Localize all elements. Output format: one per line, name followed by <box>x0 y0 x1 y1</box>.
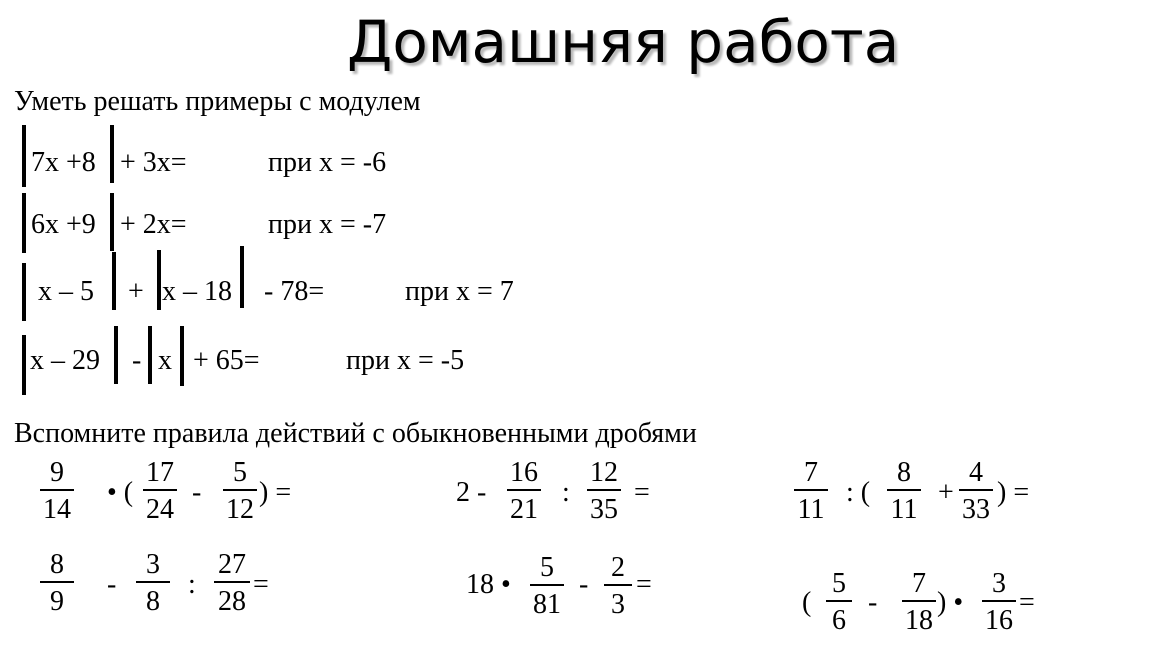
denominator: 14 <box>40 489 74 524</box>
denominator: 8 <box>136 581 170 616</box>
fraction <box>587 459 621 524</box>
numerator: 4 <box>969 457 983 488</box>
operator-text: 18 • <box>466 569 511 600</box>
fraction <box>507 459 541 524</box>
abs-bar-left <box>157 250 161 310</box>
numerator: 5 <box>832 568 846 599</box>
denominator: 3 <box>604 584 632 619</box>
page-title: Домашняя работа <box>347 8 900 76</box>
expression-tail: - 78= <box>264 276 325 307</box>
operator-text: 2 - <box>456 477 487 508</box>
fraction <box>794 459 828 524</box>
denominator: 81 <box>530 584 564 619</box>
expression-tail: + 3х= <box>120 147 187 178</box>
numerator: 5 <box>233 457 247 488</box>
operator-text: - <box>579 569 589 600</box>
abs-bar-left <box>22 193 26 253</box>
fraction <box>223 459 257 524</box>
numerator: 7 <box>912 568 926 599</box>
operator-text: ) = <box>997 477 1030 508</box>
numerator: 12 <box>590 457 618 488</box>
numerator: 9 <box>50 457 64 488</box>
abs-expression: х – 18 <box>162 276 232 307</box>
numerator: 7 <box>804 457 818 488</box>
operator-text: = <box>634 477 650 508</box>
abs-bar-left <box>148 326 152 384</box>
expression-tail: + 65= <box>193 345 260 376</box>
operator-text: ( <box>802 587 812 618</box>
abs-bar-right <box>114 326 118 384</box>
denominator: 21 <box>507 489 541 524</box>
abs-bar-left <box>22 125 26 187</box>
numerator: 3 <box>146 549 160 580</box>
operator-text: = <box>253 569 269 600</box>
fraction <box>530 554 564 619</box>
abs-bar-right <box>180 326 184 386</box>
abs-bar-right <box>110 125 114 183</box>
operator-text: - <box>192 477 202 508</box>
fraction <box>40 459 74 524</box>
numerator: 16 <box>510 457 538 488</box>
abs-expression: 7х +8 <box>31 147 96 178</box>
denominator: 35 <box>587 489 621 524</box>
denominator: 11 <box>887 489 921 524</box>
fraction <box>902 570 936 635</box>
abs-bar-left <box>22 263 26 321</box>
fraction <box>136 551 170 616</box>
expression-tail: + 2х= <box>120 209 187 240</box>
denominator: 24 <box>143 489 177 524</box>
denominator: 16 <box>982 600 1016 635</box>
abs-bar-right <box>240 246 244 308</box>
fraction <box>982 570 1016 635</box>
abs-bar-right <box>112 252 116 310</box>
operator-text: + <box>128 276 144 307</box>
abs-expression: х – 5 <box>38 276 94 307</box>
denominator: 33 <box>959 489 993 524</box>
abs-expression: х <box>158 345 172 376</box>
denominator: 11 <box>794 489 828 524</box>
operator-text: - <box>132 345 142 376</box>
operator-text: = <box>1019 587 1035 618</box>
abs-expression: х – 29 <box>30 345 100 376</box>
denominator: 18 <box>902 600 936 635</box>
numerator: 3 <box>992 568 1006 599</box>
operator-text: : <box>188 569 196 600</box>
operator-text: + <box>938 477 954 508</box>
numerator: 8 <box>50 549 64 580</box>
denominator: 28 <box>214 581 250 616</box>
operator-text: ) = <box>259 477 292 508</box>
fraction <box>826 570 852 635</box>
condition-text: при х = 7 <box>405 276 514 307</box>
operator-text: - <box>107 569 117 600</box>
fraction <box>887 459 921 524</box>
operator-text: = <box>636 569 652 600</box>
operator-text: • ( <box>107 477 134 508</box>
numerator: 27 <box>218 549 246 580</box>
condition-text: при х = -6 <box>268 147 387 178</box>
condition-text: при х = -5 <box>346 345 465 376</box>
operator-text: ) • <box>937 587 964 618</box>
numerator: 2 <box>611 552 625 583</box>
abs-bar-left <box>22 335 26 395</box>
denominator: 9 <box>40 581 74 616</box>
operator-text: : ( <box>846 477 871 508</box>
numerator: 5 <box>540 552 554 583</box>
section-heading-modulus: Уметь решать примеры с модулем <box>14 86 421 117</box>
numerator: 8 <box>897 457 911 488</box>
denominator: 12 <box>223 489 257 524</box>
abs-expression: 6х +9 <box>31 209 96 240</box>
numerator: 17 <box>146 457 174 488</box>
denominator: 6 <box>826 600 852 635</box>
fraction <box>959 459 993 524</box>
operator-text: : <box>562 477 570 508</box>
fraction <box>143 459 177 524</box>
abs-bar-right <box>110 193 114 251</box>
fraction <box>604 554 632 619</box>
section-heading-fractions: Вспомните правила действий с обыкновенными дробями <box>14 418 697 449</box>
fraction <box>214 551 250 616</box>
fraction <box>40 551 74 616</box>
operator-text: - <box>868 587 878 618</box>
condition-text: при х = -7 <box>268 209 387 240</box>
